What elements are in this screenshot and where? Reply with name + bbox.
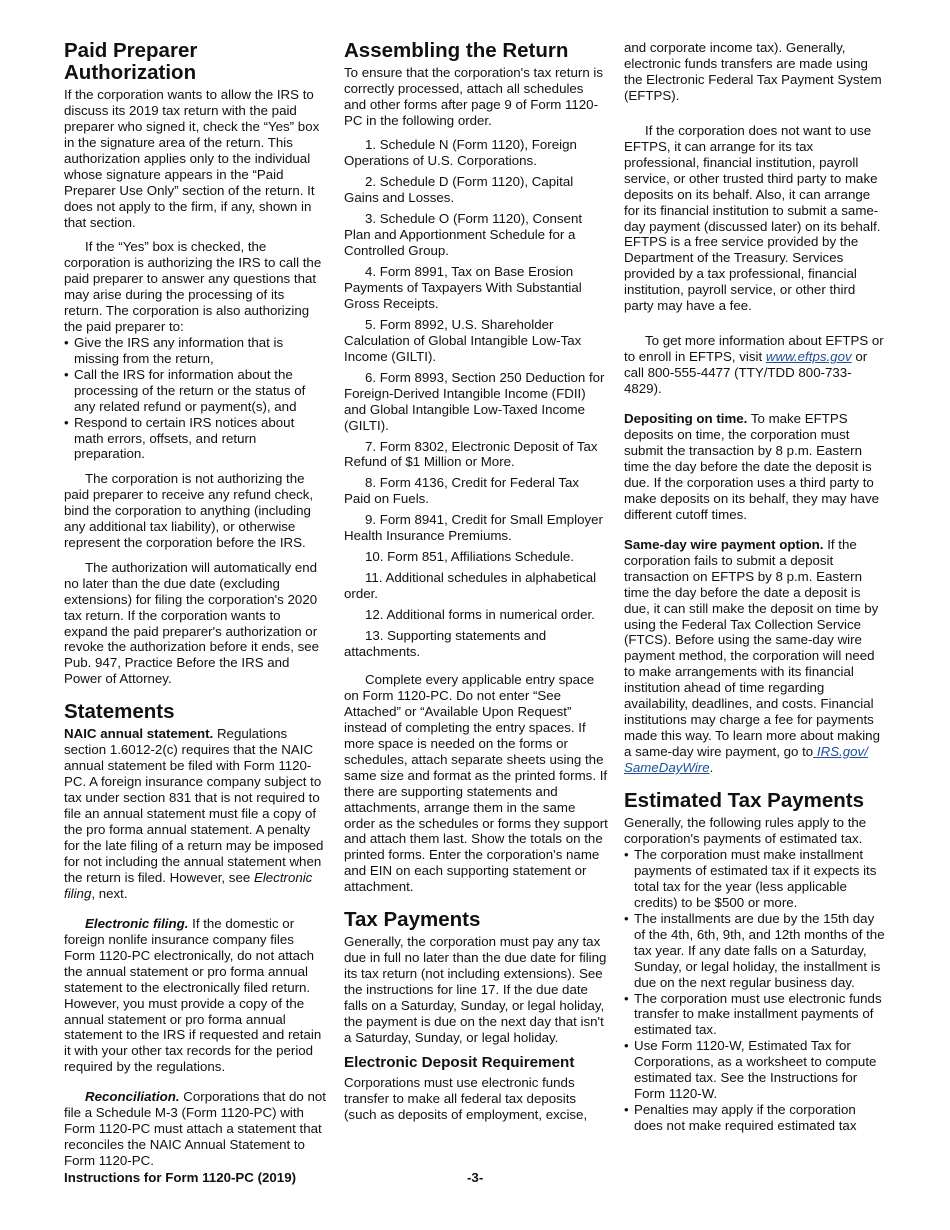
bullet-item: • Call the IRS for information about the processing of the return or the status of any related refund or payment(s), and bbox=[64, 367, 326, 415]
column-middle bbox=[344, 40, 608, 1131]
assembling-intro: To ensure that the corporation's tax return is correctly processed, attach all schedules and other forms after page 9 of Form 1120-PC in the following order. bbox=[344, 65, 604, 128]
reconciliation-para bbox=[64, 1089, 326, 1169]
bullet-item: • Give the IRS any information that is missing from the return, bbox=[64, 335, 326, 367]
footer-form-title: Instructions for Form 1120-PC (2019) bbox=[64, 1170, 297, 1185]
same-day-wire-text: If the corporation fails to submit a deposit transaction on EFTPS by 8 p.m. Eastern time the day before the date a deposit is due, it can still make the deposit on time by using the Federal Tax Collection Service (FTCS). Before using the same-day wire payment method, the corporation will need to make arrangements with its financial institution ahead of time regarding availability, deadlines, and costs. Financial institutions may charge a fee for payments made this way. To learn more about making a same-day wire payment, go to bbox=[624, 536, 880, 760]
same-day-wire-para bbox=[624, 537, 888, 776]
list-item: 6. Form 8993, Section 250 Deduction for Foreign-Derived Intangible Income (FDII) and Global Intangible Low-Taxed Income (GILTI). bbox=[344, 369, 605, 433]
list-item: 2. Schedule D (Form 1120), Capital Gains and Losses. bbox=[344, 174, 574, 206]
paid-preparer-para-3: The corporation is not authorizing the paid preparer to receive any refund check, bind the corporation to anything (including any additional tax liability), or otherwise represent the corporation before the IRS. bbox=[64, 471, 314, 551]
bullet-item: • The corporation must use electronic funds transfer to make installment payments of estimated tax. bbox=[624, 991, 888, 1039]
electronic-filing-head: Electronic filing. bbox=[85, 915, 189, 931]
samedaywire-link[interactable]: IRS.gov/ SameDayWire bbox=[624, 744, 868, 776]
page-number: -3- bbox=[467, 1170, 484, 1185]
bullet-item: • The installments are due by the 15th day of the 4th, 6th, 9th, and 12th months of the tax year. If any date falls on a Saturday, Sunday, or legal holiday, the installment is due on the next regular business day. bbox=[624, 911, 888, 991]
naic-para bbox=[64, 726, 326, 901]
naic-run-in-head: NAIC annual statement. bbox=[64, 726, 214, 742]
heading-tax-payments: Tax Payments bbox=[344, 908, 481, 932]
column-left bbox=[64, 40, 326, 1178]
list-item: 10. Form 851, Affiliations Schedule. bbox=[365, 549, 574, 565]
bullet-item: • The corporation must make installment payments of estimated tax if it expects its total tax for the year (less applicable credits) to be $500 or more. bbox=[624, 847, 888, 911]
eftps-continued-para: and corporate income tax). Generally, electronic funds transfers are made using the Electronic Federal Tax Payment System (EFTPS). bbox=[624, 40, 882, 103]
paid-preparer-para-2: If the “Yes” box is checked, the corporation is authorizing the IRS to call the paid preparer to answer any questions that may arise during the processing of its return. The corporation is also authorizing the paid preparer to: bbox=[64, 239, 322, 334]
naic-text: Regulations section 1.6012-2(c) requires that the NAIC annual statement be filed with Form 1120-PC. A foreign insurance company subject to tax under section 831 that is not required to file an annual statement must file a copy of the pro forma annual statement. A penalty for the late filing of a return may be imposed for not including the annual statement when the return is filed. However, see bbox=[64, 726, 324, 885]
reconciliation-text: Corporations that do not file a Schedule M-3 (Form 1120-PC) with Form 1120-PC must attach a statement that reconciles the NAIC Annual Statement to Form 1120-PC. bbox=[64, 1089, 326, 1169]
eftps-link[interactable]: www.eftps.gov bbox=[765, 349, 852, 365]
bullet-item: • Respond to certain IRS notices about math errors, offsets, and return preparation. bbox=[64, 415, 326, 463]
eftps-info-para bbox=[624, 333, 888, 397]
column-right bbox=[624, 40, 888, 1134]
list-item: 13. Supporting statements and attachments. bbox=[344, 628, 547, 659]
list-item: 9. Form 8941, Credit for Small Employer Health Insurance Premiums. bbox=[344, 512, 603, 544]
list-item: 5. Form 8992, U.S. Shareholder Calculation of Global Intangible Low-Tax Income (GILTI). bbox=[344, 316, 582, 364]
reconciliation-head: Reconciliation. bbox=[85, 1089, 180, 1105]
heading-estimated-tax: Estimated Tax Payments bbox=[624, 789, 865, 813]
depositing-on-time-para bbox=[624, 411, 888, 523]
list-item: 12. Additional forms in numerical order. bbox=[365, 607, 595, 623]
tax-payments-para: Generally, the corporation must pay any tax due in full no later than the due date for filing its tax return (not including extensions). See the instructions for line 17. If the due date falls on a Saturday, Sunday, or legal holiday, the payment is due on the next day that isn't a Saturday, Sunday, or legal holiday. bbox=[344, 934, 607, 1046]
naic-end: , next. bbox=[91, 885, 128, 901]
heading-paid-preparer: Paid Preparer Authorization bbox=[64, 39, 198, 84]
same-day-wire-end: . bbox=[709, 760, 714, 776]
depositing-on-time-text: To make EFTPS deposits on time, the corporation must submit the transaction by 8 p.m. Eastern time the day before the date the deposit is due. If the corporation uses a third party to make deposits on its behalf, they may have different cutoff times. bbox=[624, 411, 879, 522]
electronic-filing-para bbox=[64, 916, 326, 1076]
heading-electronic-deposit: Electronic Deposit Requirement bbox=[344, 1054, 575, 1072]
complete-entry-para: Complete every applicable entry space on Form 1120-PC. Do not enter “See Attached” or “Available Upon Request” instead of completing the entry spaces. If more space is needed on the forms or schedules, attach separate sheets using the same size and format as the printed forms. If there are supporting statements and attachments, arrange them in the same order as the schedules or forms they support and attach them last. Show the totals on the printed forms. Enter the corporation's name and EIN on each supporting statement or attachment. bbox=[344, 671, 608, 895]
same-day-wire-head: Same-day wire payment option. bbox=[624, 536, 824, 552]
electronic-deposit-para: Corporations must use electronic funds transfer to make all federal tax deposits (such as deposits of employment, excise, bbox=[344, 1074, 588, 1122]
eftps-not-use-para: If the corporation does not want to use EFTPS, it can arrange for its tax professional, financial institution, payroll service, or other trusted third party to make deposits on its behalf. Also, it can arrange for its financial institution to submit a same-day payment (discussed later) on its behalf. EFTPS is a free service provided by the Department of the Treasury. Services provided by a tax professional, financial institution, payroll service, or other third party may have a fee. bbox=[624, 122, 881, 314]
list-item: 4. Form 8991, Tax on Base Erosion Payments of Taxpayers With Substantial Gross Receipts. bbox=[344, 263, 582, 311]
list-item: 1. Schedule N (Form 1120), Foreign Operations of U.S. Corporations. bbox=[344, 137, 577, 169]
estimated-tax-intro: Generally, the following rules apply to the corporation's payments of estimated tax. bbox=[624, 815, 867, 846]
list-item: 11. Additional schedules in alphabetical order. bbox=[344, 570, 597, 602]
paid-preparer-para-4: The authorization will automatically end no later than the due date (excluding extensions) for filing the corporation's 2020 tax return. If the corporation wants to expand the paid preparer's authorization or revoke the authorization before it ends, see Pub. 947, Practice Before the IRS and Power of Attorney. bbox=[64, 559, 320, 687]
paid-preparer-para-1: If the corporation wants to allow the IRS to discuss its 2019 tax return with the paid preparer who signed it, check the “Yes” box in the signature area of the return. This authorization applies only to the individual whose signature appears in the “Paid Preparer Use Only” section of the return. It does not apply to the firm, if any, shown in that section. bbox=[64, 87, 320, 230]
electronic-filing-text: If the domestic or foreign nonlife insurance company files Form 1120-PC electronically, do not attach the annual statement or pro forma annual statement to the electronically filed return. However, you must provide a copy of the annual statement or pro forma annual statement to the IRS if requested and retain it with your other tax records for the period required by the regulations. bbox=[64, 915, 322, 1075]
page-footer bbox=[64, 1170, 890, 1188]
heading-assembling: Assembling the Return bbox=[344, 39, 569, 62]
naic-ref: Electronic filing bbox=[64, 869, 313, 901]
eftps-phone-text: or call 800-555-4477 (TTY/TDD 800-733-4829). bbox=[624, 349, 868, 397]
list-item: 7. Form 8302, Electronic Deposit of Tax Refund of $1 Million or More. bbox=[344, 438, 598, 470]
list-item: 8. Form 4136, Credit for Federal Tax Paid on Fuels. bbox=[344, 475, 580, 507]
depositing-on-time-head: Depositing on time. bbox=[624, 411, 748, 427]
bullet-item: • Penalties may apply if the corporation does not make required estimated tax bbox=[624, 1102, 888, 1134]
heading-statements: Statements bbox=[64, 700, 175, 724]
list-item: 3. Schedule O (Form 1120), Consent Plan and Apportionment Schedule for a Controlled Group. bbox=[344, 211, 583, 259]
eftps-info-text: To get more information about EFTPS or to enroll in EFTPS, visit bbox=[624, 333, 884, 365]
bullet-item: • Use Form 1120-W, Estimated Tax for Corporations, as a worksheet to compute estimated tax. See the Instructions for Form 1120-W. bbox=[624, 1038, 888, 1102]
